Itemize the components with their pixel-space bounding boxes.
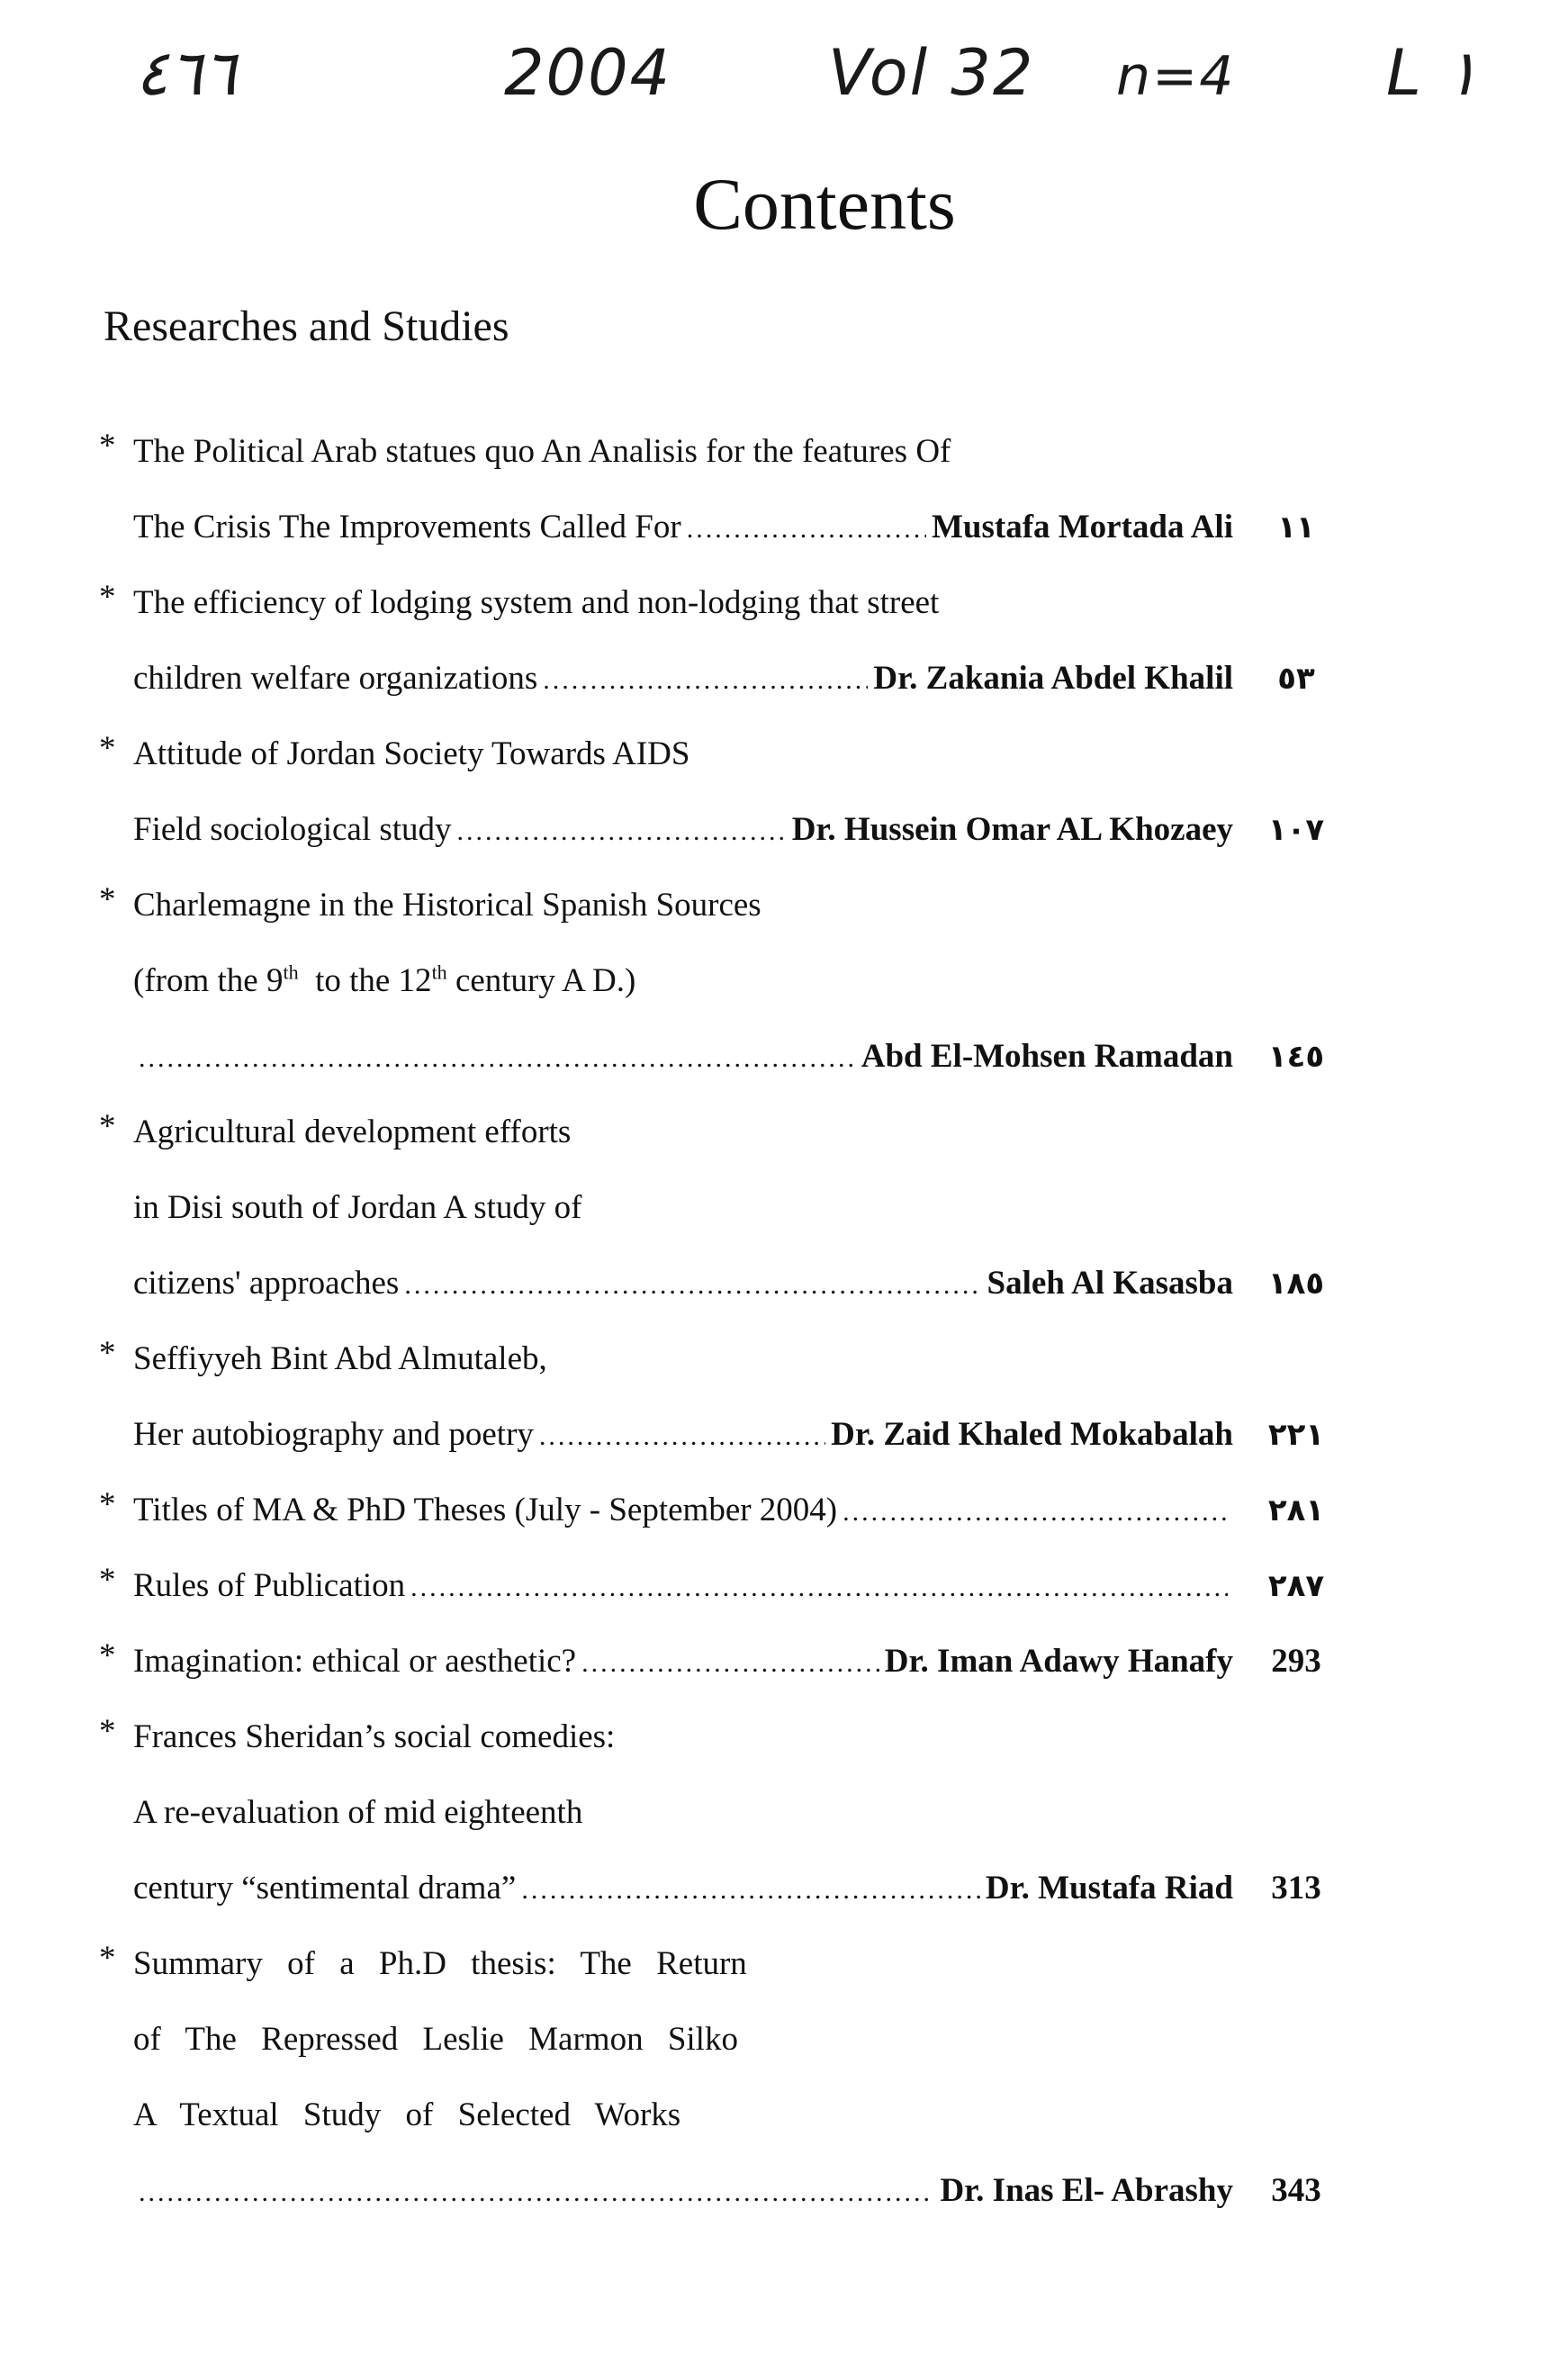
toc-entry[interactable] — [99, 1624, 1377, 1699]
toc-entry[interactable] — [99, 414, 1377, 565]
entry-title-line: * Frances Sheridan’s social comedies: — [99, 1699, 1377, 1775]
entry-author-line — [99, 1548, 1377, 1624]
entry-author-line — [99, 490, 1377, 565]
entry-title-line: * Attitude of Jordan Society Towards AIDS — [99, 717, 1377, 792]
dot-leader — [521, 1853, 980, 1928]
entry-author-line — [99, 1397, 1377, 1473]
entry-title-line: in Disi south of Jordan A study of — [133, 1189, 582, 1226]
entry-author: Dr. Hussein Omar AL Khozaey — [791, 811, 1233, 848]
entry-title-line: of The Repressed Leslie Marmon Silko — [133, 2021, 738, 2058]
entry-author-line — [99, 1624, 1377, 1699]
toc-entry[interactable] — [99, 1926, 1377, 2229]
entry-author-line — [99, 792, 1377, 868]
toc-entry[interactable] — [99, 1548, 1377, 1624]
entry-page-number: 293 — [1271, 1643, 1321, 1680]
dot-leader — [139, 2155, 934, 2231]
entry-title-line: A Textual Study of Selected Works — [133, 2096, 681, 2133]
entry-author: Dr. Inas El- Abrashy — [940, 2172, 1233, 2209]
entry-page-number: 343 — [1271, 2172, 1321, 2209]
entry-title-line: (from the 9th to the 12th century A D.) — [133, 960, 636, 999]
dot-leader — [543, 643, 868, 718]
dot-leader — [139, 1021, 856, 1096]
bullet-star: * — [99, 579, 116, 616]
entry-author-line — [99, 1473, 1377, 1548]
dot-leader — [457, 794, 787, 870]
entry-page-number: 313 — [1271, 1870, 1321, 1907]
toc-entry[interactable] — [99, 1321, 1377, 1473]
handwritten-note: n=4 — [1116, 45, 1236, 108]
entry-author-line — [99, 1851, 1377, 1926]
bullet-star: * — [99, 1562, 116, 1599]
bullet-star: * — [99, 1335, 116, 1372]
bullet-star: * — [99, 730, 116, 767]
entry-author: Dr. Mustafa Riad — [985, 1870, 1233, 1907]
entry-title-line: Her autobiography and poetry — [133, 1416, 534, 1453]
entry-author: Dr. Iman Adawy Hanafy — [884, 1643, 1233, 1680]
bullet-star: * — [99, 1940, 116, 1977]
toc-entry[interactable] — [99, 1699, 1377, 1926]
entry-title-line: A re-evaluation of mid eighteenth — [133, 1794, 583, 1831]
bullet-star: * — [99, 1713, 116, 1750]
toc-entry[interactable] — [99, 1473, 1377, 1548]
dot-leader — [539, 1399, 825, 1474]
bullet-star: * — [99, 428, 116, 464]
handwritten-notes — [135, 36, 1503, 144]
entry-page-number: ١٤٥ — [1267, 1039, 1325, 1075]
dot-leader — [581, 1626, 879, 1701]
entry-author: Abd El-Mohsen Ramadan — [861, 1038, 1233, 1075]
bullet-star: * — [99, 1637, 116, 1674]
bullet-star: * — [99, 881, 116, 918]
entry-title-line: century “sentimental drama” — [133, 1870, 517, 1907]
entry-title-line: children welfare organizations — [133, 660, 538, 697]
bullet-star: * — [99, 1486, 116, 1523]
handwritten-note: L ١ — [1386, 36, 1479, 110]
entry-page-number: ١٨٥ — [1267, 1266, 1325, 1302]
entry-page-number: ١٠٧ — [1267, 812, 1325, 848]
entry-title-line: Titles of MA & PhD Theses (July - September 2004) — [133, 1492, 838, 1528]
bullet-star: * — [99, 1108, 116, 1145]
entry-author-line — [99, 1019, 1377, 1095]
entry-page-number: ٢٢١ — [1267, 1417, 1325, 1453]
entry-page-number: ١١ — [1277, 509, 1315, 545]
entry-author-line — [99, 641, 1377, 717]
handwritten-note: ٤٦٦ — [135, 36, 237, 110]
entry-title-line: citizens' approaches — [133, 1265, 400, 1302]
toc-entry[interactable] — [99, 1095, 1377, 1321]
entry-page-number: ٢٨٧ — [1267, 1568, 1325, 1604]
handwritten-note: Vol 32 — [828, 36, 1035, 110]
entry-author: Dr. Zaid Khaled Mokabalah — [831, 1416, 1233, 1453]
page-title: Contents — [693, 163, 956, 245]
dot-leader — [687, 491, 926, 567]
entry-title-line: The Crisis The Improvements Called For — [133, 509, 681, 545]
toc-entry[interactable] — [99, 717, 1377, 868]
entry-title-line: Imagination: ethical or aesthetic? — [133, 1643, 577, 1680]
section-heading: Researches and Studies — [104, 302, 509, 350]
entry-page-number: ٥٣ — [1277, 661, 1315, 697]
entry-title-line: * Summary of a Ph.D thesis: The Return — [99, 1926, 1377, 2002]
entry-author-line — [99, 2153, 1377, 2229]
toc-entry[interactable] — [99, 868, 1377, 1095]
entry-title-line: Field sociological study — [133, 811, 452, 848]
table-of-contents — [99, 414, 1377, 2229]
entry-title-line: Rules of Publication — [133, 1567, 406, 1604]
dot-leader — [404, 1248, 981, 1323]
entry-author: Dr. Zakania Abdel Khalil — [873, 660, 1233, 697]
entry-page-number: ٢٨١ — [1267, 1492, 1325, 1528]
dot-leader — [410, 1550, 1228, 1626]
entry-title-line: * Seffiyyeh Bint Abd Almutaleb, — [99, 1321, 1377, 1397]
entry-title-line: * The efficiency of lodging system and non-lodging that street — [99, 565, 1377, 641]
handwritten-note: 2004 — [504, 36, 672, 110]
entry-title-line: * Agricultural development efforts — [99, 1095, 1377, 1170]
dot-leader — [843, 1474, 1228, 1550]
toc-entry[interactable] — [99, 565, 1377, 717]
entry-title-line: * Charlemagne in the Historical Spanish Sources — [99, 868, 1377, 943]
entry-title-line: * The Political Arab statues quo An Analisis for the features Of — [99, 414, 1377, 490]
entry-author-line — [99, 1246, 1377, 1321]
entry-author: Mustafa Mortada Ali — [931, 509, 1233, 545]
entry-author: Saleh Al Kasasba — [987, 1265, 1233, 1302]
